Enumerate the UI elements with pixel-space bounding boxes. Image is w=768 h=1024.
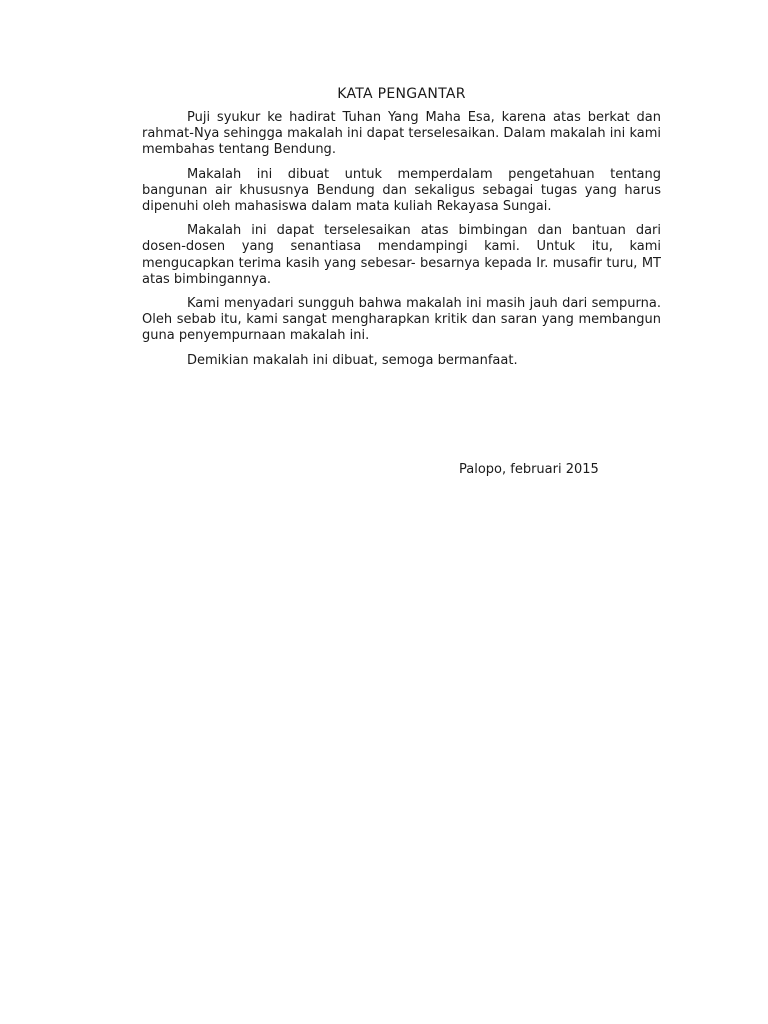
paragraph-2: Makalah ini dibuat untuk memperdalam pengetahuan tentang bangunan air khususnya Bendung dan sekaligus sebagai tugas yang harus dipenuhi oleh mahasiswa dalam mata kuliah Rekayasa Sungai. xyxy=(142,166,661,215)
document-title: KATA PENGANTAR xyxy=(337,86,466,102)
document-body xyxy=(142,84,661,377)
place-date-signoff: Palopo, februari 2015 xyxy=(459,462,599,477)
paragraph-4: Kami menyadari sungguh bahwa makalah ini masih jauh dari sempurna. Oleh sebab itu, kami sangat mengharapkan kritik dan saran yang membangun guna penyempurnaan makalah ini. xyxy=(142,296,661,344)
paragraph-5: Demikian makalah ini dibuat, semoga bermanfaat. xyxy=(187,352,518,368)
paragraph-3: Makalah ini dapat terselesaikan atas bimbingan dan bantuan dari dosen-dosen yang senantiasa mendampingi kami. Untuk itu, kami mengucapkan terima kasih yang sebesar- besarnya kepada Ir. musafir turu, MT atas bimbingannya. xyxy=(142,223,661,287)
paragraph-1: Puji syukur ke hadirat Tuhan Yang Maha Esa, karena atas berkat dan rahmat-Nya sehingga makalah ini dapat terselesaikan. Dalam makalah ini kami membahas tentang Bendung. xyxy=(142,110,661,158)
